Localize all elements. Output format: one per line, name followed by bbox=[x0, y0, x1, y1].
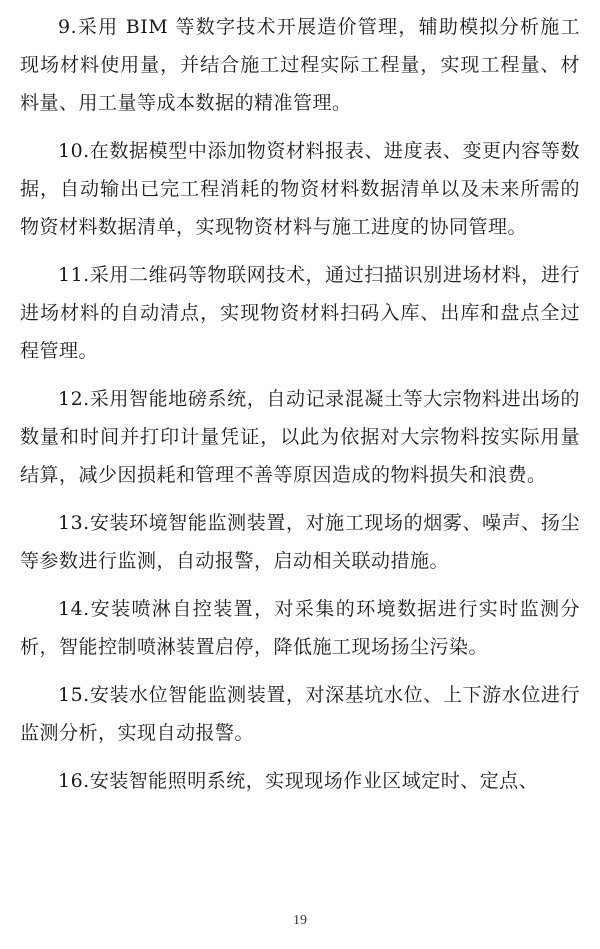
paragraph-item-15: 15.安装水位智能监测装置，对深基坑水位、上下游水位进行监测分析，实现自动报警。 bbox=[20, 684, 580, 744]
document-page bbox=[20, 8, 580, 810]
paragraph-item-13: 13.安装环境智能监测装置，对施工现场的烟雾、噪声、扬尘等参数进行监测，自动报警，启动相关联动措施。 bbox=[20, 512, 580, 572]
page-number: 19 bbox=[293, 913, 307, 928]
paragraph-item-10: 10.在数据模型中添加物资材料报表、进度表、变更内容等数据，自动输出已完工程消耗的物资材料数据清单以及未来所需的物资材料数据清单，实现物资材料与施工进度的协同管理。 bbox=[20, 140, 580, 238]
paragraph-item-16: 16.安装智能照明系统，实现现场作业区域定时、定点、 bbox=[58, 770, 539, 792]
paragraph-item-14: 14.安装喷淋自控装置，对采集的环境数据进行实时监测分析，智能控制喷淋装置启停，降低施工现场扬尘污染。 bbox=[20, 598, 580, 658]
paragraph-item-9: 9.采用 BIM 等数字技术开展造价管理，辅助模拟分析施工现场材料使用量，并结合施工过程实际工程量，实现工程量、材料量、用工量等成本数据的精准管理。 bbox=[20, 16, 580, 114]
paragraph-item-11: 11.采用二维码等物联网技术，通过扫描识别进场材料，进行进场材料的自动清点，实现物资材料扫码入库、出库和盘点全过程管理。 bbox=[20, 264, 580, 362]
paragraph-item-12: 12.采用智能地磅系统，自动记录混凝土等大宗物料进出场的数量和时间并打印计量凭证，以此为依据对大宗物料按实际用量结算，减少因损耗和管理不善等原因造成的物料损失和浪费。 bbox=[20, 388, 580, 486]
